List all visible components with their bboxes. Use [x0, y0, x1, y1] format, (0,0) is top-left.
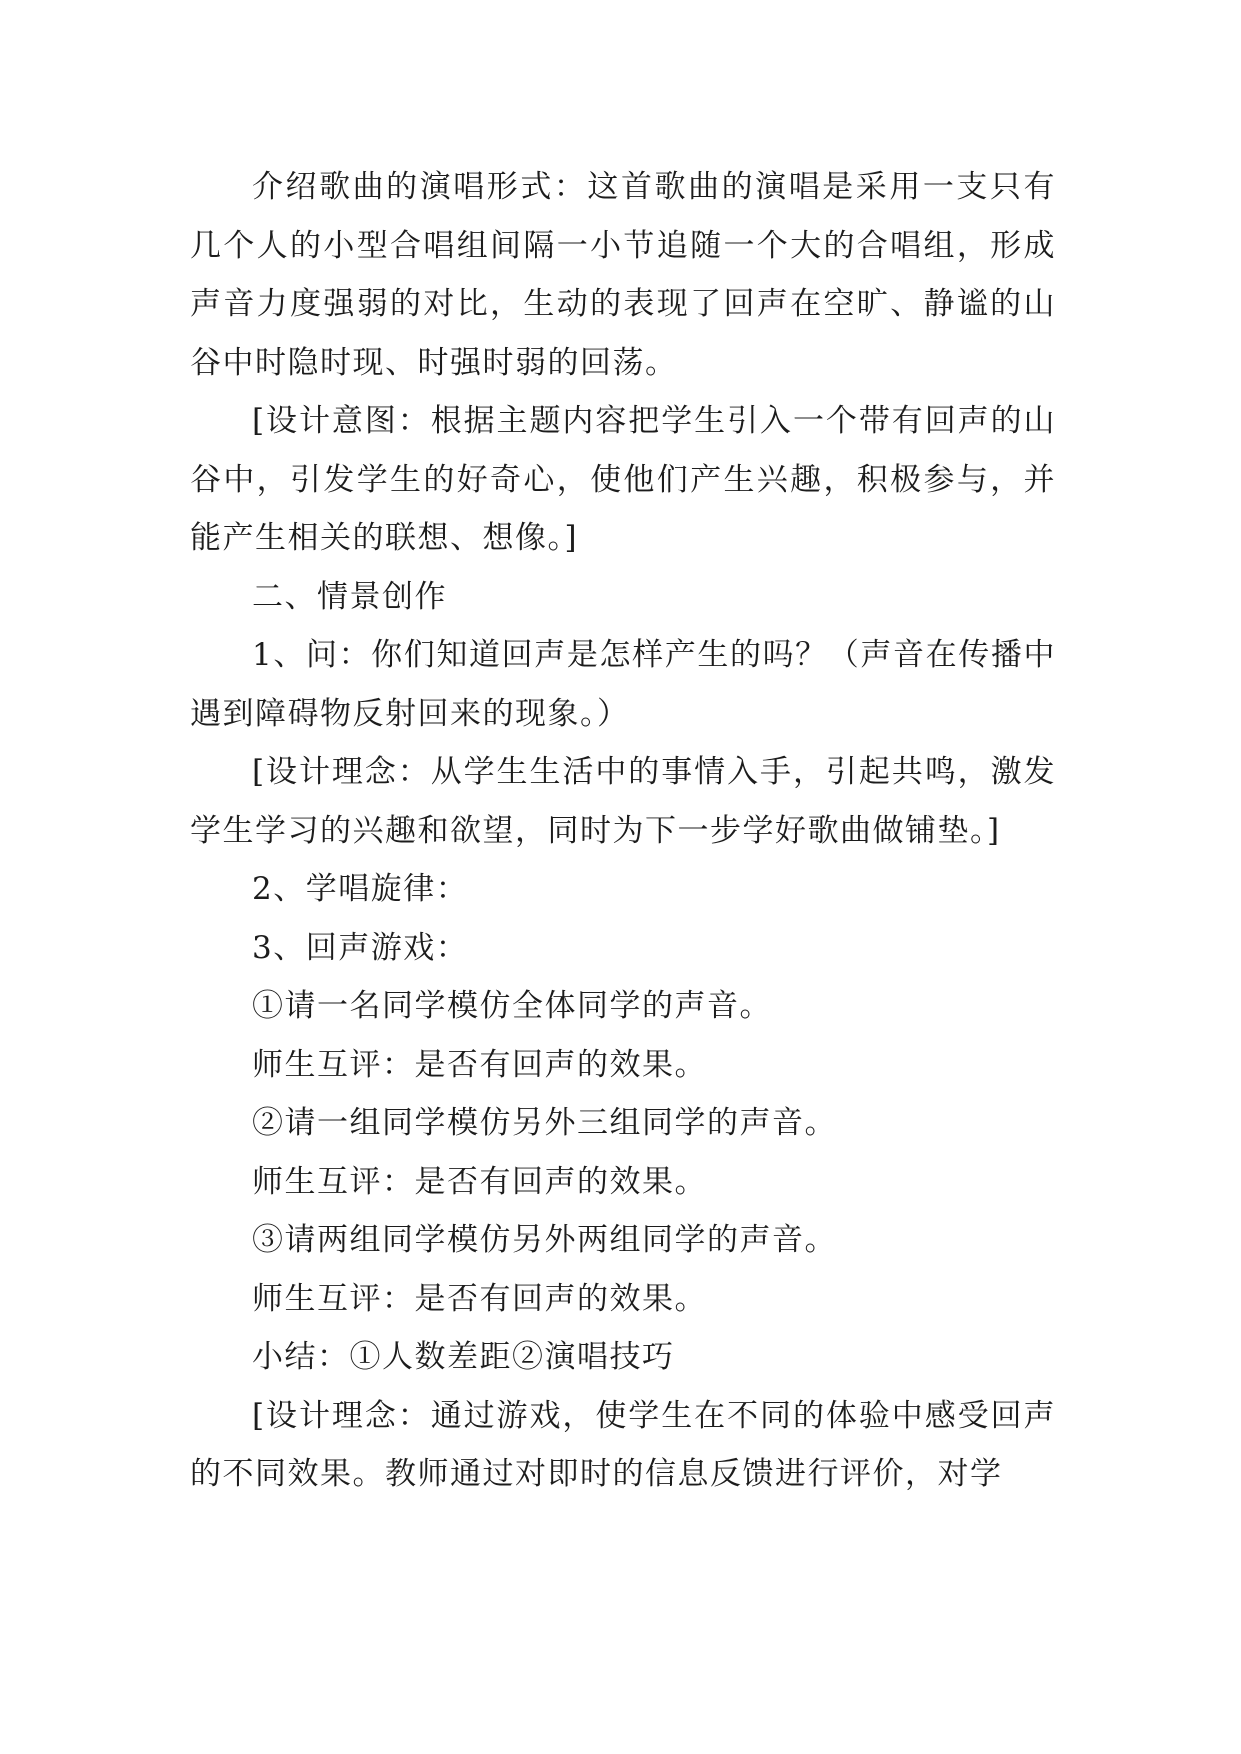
- paragraph-learn-melody: 2、学唱旋律：: [252, 871, 469, 907]
- list-item-evaluation-2: 师生互评：是否有回声的效果。: [252, 1163, 707, 1200]
- paragraph-design-concept-2: [设计理念：通过游戏，使学生在不同的体验中感受回声的不同效果。教师通过对即时的信息反馈进行评价，对学: [190, 1397, 1056, 1492]
- paragraph-design-concept-1: [设计理念：从学生生活中的事情入手，引起共鸣，激发学生学习的兴趣和欲望，同时为下一步学好歌曲做铺垫。]: [190, 754, 1056, 849]
- document-body: [190, 158, 1056, 1504]
- list-item-game-step-2: ②请一组同学模仿另外三组同学的声音。: [252, 1105, 837, 1141]
- section-heading-scene-creation: 二、情景创作: [252, 578, 447, 615]
- list-item-evaluation-1: 师生互评：是否有回声的效果。: [252, 1046, 707, 1083]
- paragraph-echo-game: 3、回声游戏：: [252, 929, 469, 966]
- list-item-game-step-3: ③请两组同学模仿另外两组同学的声音。: [252, 1222, 837, 1258]
- list-item-evaluation-3: 师生互评：是否有回声的效果。: [252, 1280, 707, 1317]
- paragraph-song-introduction: 介绍歌曲的演唱形式：这首歌曲的演唱是采用一支只有几个人的小型合唱组间隔一小节追随一个大的合唱组，形成声音力度强弱的对比，生动的表现了回声在空旷、静谧的山谷中时隐时现、时强时弱的回荡。: [190, 169, 1056, 381]
- list-item-game-step-1: ①请一名同学模仿全体同学的声音。: [252, 988, 772, 1024]
- paragraph-design-intent: [设计意图：根据主题内容把学生引入一个带有回声的山谷中，引发学生的好奇心，使他们产生兴趣，积极参与，并能产生相关的联想、想像。]: [190, 403, 1056, 556]
- paragraph-question-echo: 1、问：你们知道回声是怎样产生的吗？（声音在传播中遇到障碍物反射回来的现象。）: [190, 637, 1056, 732]
- paragraph-summary: 小结：①人数差距②演唱技巧: [252, 1339, 675, 1375]
